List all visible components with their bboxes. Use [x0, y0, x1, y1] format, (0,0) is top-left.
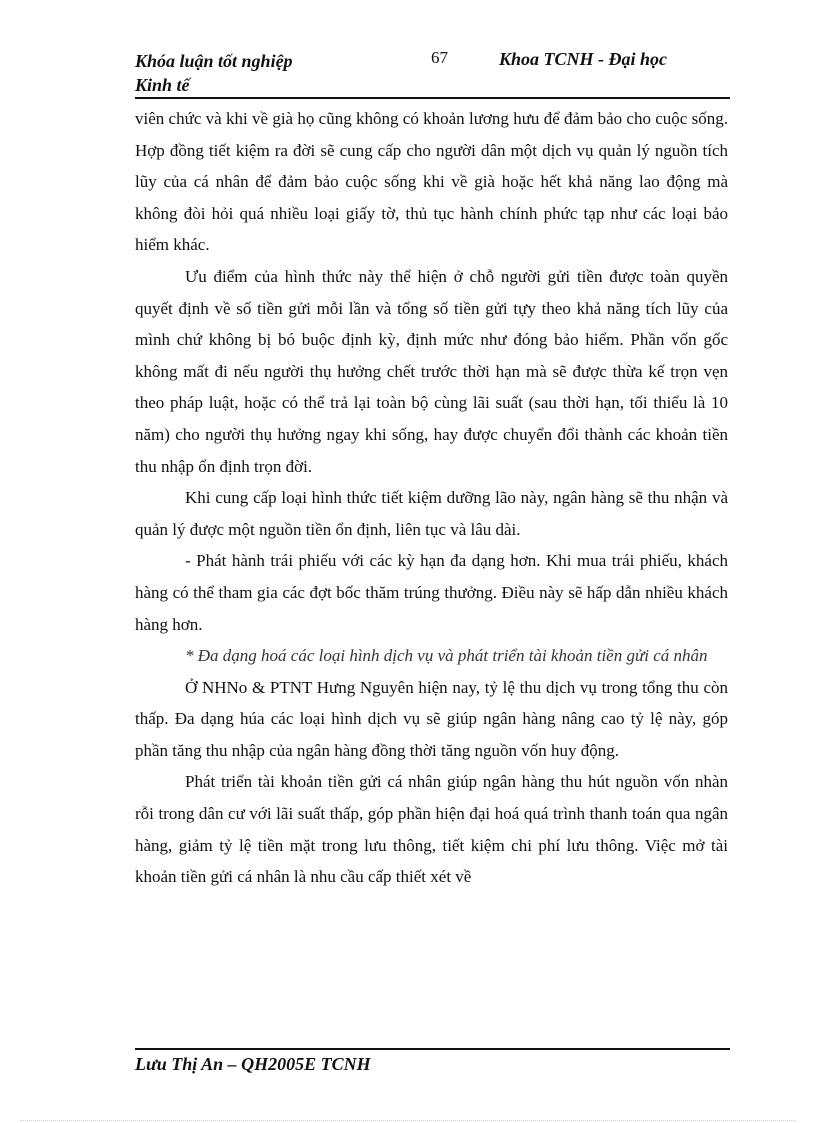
- header-thesis-title: Khóa luận tốt nghiệp: [135, 51, 293, 71]
- page-number: 67: [431, 48, 448, 67]
- paragraph-continuation: viên chức và khi về già họ cũng không có khoản lương hưu để đảm bảo cho cuộc sống. Hợp đồng tiết kiệm ra đời sẽ cung cấp cho người dân một dịch vụ quản lý nguồn tích lũy của cá nhân để đảm bảo cuộc sống khi về già hoặc hết khả năng lao động mà không đòi hỏi quá nhiều loại giấy tờ, thủ tục hành chính phức tạp như các loại bảo hiểm khác.: [135, 109, 728, 255]
- header-divider: [135, 97, 730, 99]
- paragraph-pension-savings: Khi cung cấp loại hình thức tiết kiệm dưỡng lão này, ngân hàng sẽ thu nhận và quản lý được một nguồn tiền ổn định, liên tục và lâu dài.: [135, 488, 728, 539]
- document-body: [135, 103, 728, 893]
- page-bottom-border: [20, 1120, 796, 1121]
- header-left: [135, 49, 293, 97]
- paragraph-advantages: Ưu điểm của hình thức này thể hiện ở chỗ người gửi tiền được toàn quyền quyết định về số tiền gửi mỗi lần và tổng số tiền gửi tựy theo khả năng tích lũy của mình chứ không bị bó buộc định kỳ, định mức như đóng bảo hiểm. Phần vốn gốc không mất đi nếu người thụ hưởng chết trước thời hạn mà sẽ được thừa kế trọn vẹn theo pháp luật, hoặc có thể trả lại toàn bộ cùng lãi suất (sau thời hạn, tối thiểu là 10 năm) cho người thụ hưởng ngay khi sống, hay được chuyển đổi thành các khoản tiền thu nhập ổn định trọn đời.: [135, 266, 728, 476]
- paragraph-services: Ở NHNo & PTNT Hưng Nguyên hiện nay, tỷ lệ thu dịch vụ trong tổng thu còn thấp. Đa dạng húa các loại hình dịch vụ sẽ giúp ngân hàng nâng cao tỷ lệ này, góp phần tăng thu nhập của ngân hàng đồng thời tăng nguồn vốn huy động.: [135, 677, 728, 760]
- footer-divider: [135, 1048, 730, 1050]
- section-heading: * Đa dạng hoá các loại hình dịch vụ và phát triển tài khoản tiền gửi cá nhân: [185, 646, 708, 666]
- footer-author: Lưu Thị An – QH2005E TCNH: [135, 1054, 371, 1074]
- header-faculty: Khoa TCNH - Đại học: [499, 49, 668, 69]
- paragraph-personal-accounts: Phát triển tài khoản tiền gửi cá nhân giúp ngân hàng thu hút nguồn vốn nhàn rỗi trong dân cư với lãi suất thấp, góp phần hiện đại hoá quá trình thanh toán qua ngân hàng, giảm tỷ lệ tiền mặt trong lưu thông, tiết kiệm chi phí lưu thông. Việc mở tài khoản tiền gửi cá nhân là nhu cầu cấp thiết xét về: [135, 772, 728, 887]
- paragraph-bonds: - Phát hành trái phiếu với các kỳ hạn đa dạng hơn. Khi mua trái phiếu, khách hàng có thể tham gia các đợt bốc thăm trúng thưởng. Điều này sẽ hấp dẫn nhiều khách hàng hơn.: [135, 551, 728, 634]
- header-thesis-subtitle: Kinh tế: [135, 75, 190, 95]
